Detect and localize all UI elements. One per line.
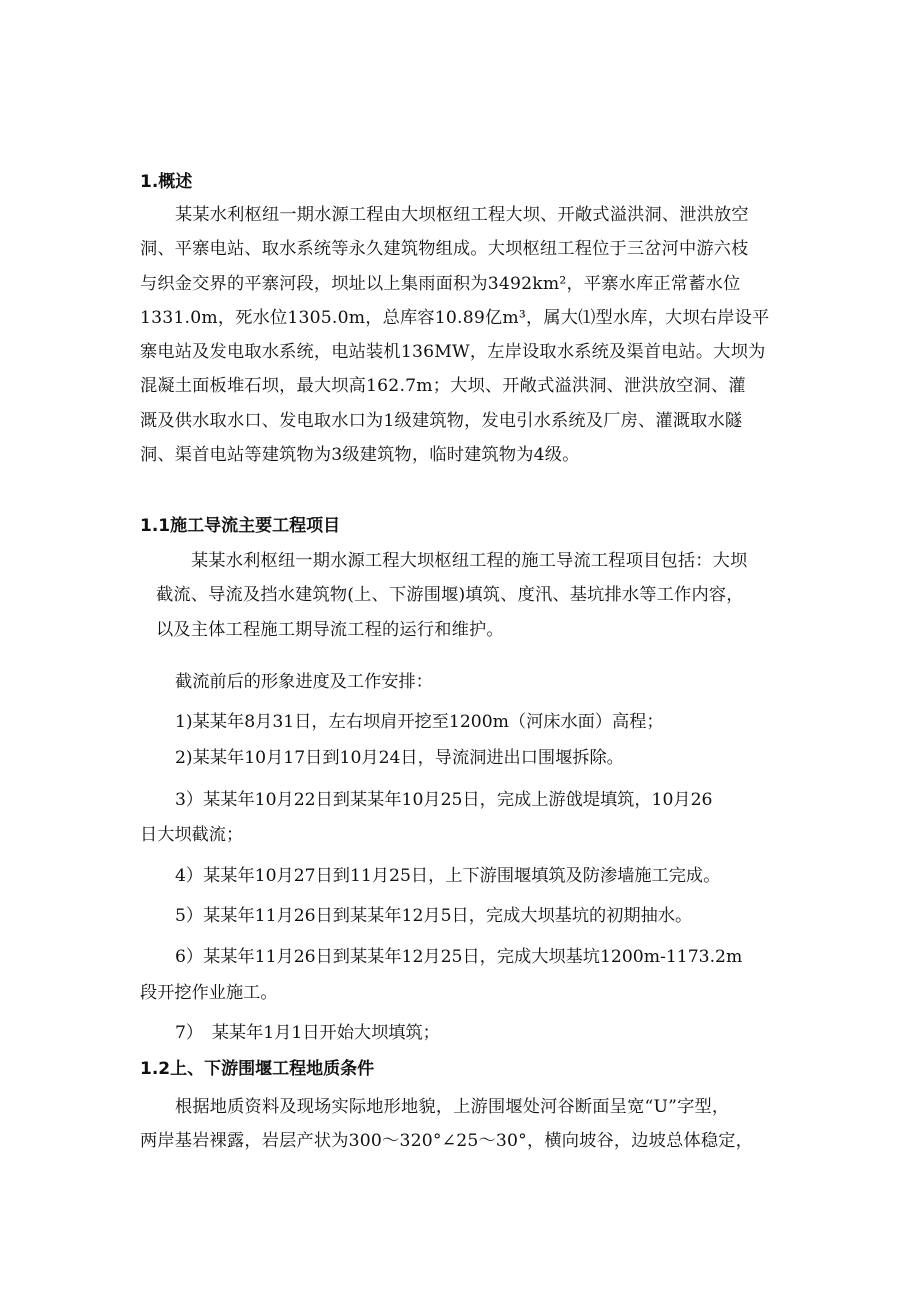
paragraph-line: 某某水利枢纽一期水源工程由大坝枢纽工程大坝、开敞式溢洪洞、泄洪放空 [175, 205, 749, 225]
section-1-paragraph [140, 198, 780, 472]
section-1-1-intro [156, 544, 796, 647]
paragraph-line: 洞、平寨电站、取水系统等永久建筑物组成。大坝枢纽工程位于三岔河中游六枝 [140, 239, 749, 260]
schedule-item: 3）某某年10月22日到某某年10月25日，完成上游戗堤填筑，10月26 [175, 790, 713, 810]
paragraph-line: 根据地质资料及现场实际地形地貌，上游围堰处河谷断面呈宽“U”字型， [175, 1097, 730, 1117]
paragraph-line: 两岸基岩裸露，岩层产状为300～320°∠25～30°，横向坡谷，边坡总体稳定， [140, 1131, 754, 1152]
schedule-item: 7） 某某年1月1日开始大坝填筑； [175, 1023, 440, 1043]
section-1-2-paragraph [140, 1090, 780, 1159]
paragraph-line: 截流、导流及挡水建筑物(上、下游围堰)填筑、度汛、基坑排水等工作内容， [156, 585, 744, 606]
schedule-item-continuation: 段开挖作业施工。 [140, 983, 278, 1003]
paragraph-line: 与织金交界的平寨河段，坝址以上集雨面积为3492km²，平寨水库正常蓄水位 [140, 273, 741, 294]
paragraph-line: 以及主体工程施工期导流工程的运行和维护。 [156, 619, 504, 640]
schedule-item: 2)某某年10月17日到10月24日，导流洞进出口围堰拆除。 [175, 748, 624, 768]
schedule-item: 5）某某年11月26日到某某年12月5日，完成大坝基坑的初期抽水。 [175, 906, 693, 926]
paragraph-line: 某某水利枢纽一期水源工程大坝枢纽工程的施工导流工程项目包括：大坝 [191, 551, 748, 571]
paragraph-line: 洞、渠首电站等建筑物为3级建筑物，临时建筑物为4级。 [140, 445, 580, 466]
schedule-item: 1)某某年8月31日，左右坝肩开挖至1200m（河床水面）高程； [175, 712, 664, 732]
section-1-1-heading: 1.1施工导流主要工程项目 [140, 516, 341, 536]
paragraph-line: 混凝土面板堆石坝，最大坝高162.7m；大坝、开敞式溢洪洞、泄洪放空洞、灌 [140, 376, 746, 397]
schedule-item: 6）某某年11月26日到某某年12月25日，完成大坝基坑1200m-1173.2m [175, 947, 743, 967]
paragraph-line: 寨电站及发电取水系统，电站装机136MW，左岸设取水系统及渠首电站。大坝为 [140, 342, 766, 363]
section-1-2-heading: 1.2上、下游围堰工程地质条件 [140, 1059, 375, 1079]
schedule-title: 截流前后的形象进度及工作安排： [175, 672, 433, 692]
schedule-item: 4）某某年10月27日到11月25日，上下游围堰填筑及防渗墙施工完成。 [175, 866, 721, 886]
paragraph-line: 溉及供水取水口、发电取水口为1级建筑物，发电引水系统及厂房、灌溉取水隧 [140, 410, 743, 431]
paragraph-line: 1331.0m，死水位1305.0m，总库容10.89亿m³，属大⑴型水库，大坝右岸设平 [140, 307, 770, 328]
section-1-heading: 1.概述 [140, 172, 193, 192]
schedule-item-continuation: 日大坝截流； [140, 825, 244, 845]
